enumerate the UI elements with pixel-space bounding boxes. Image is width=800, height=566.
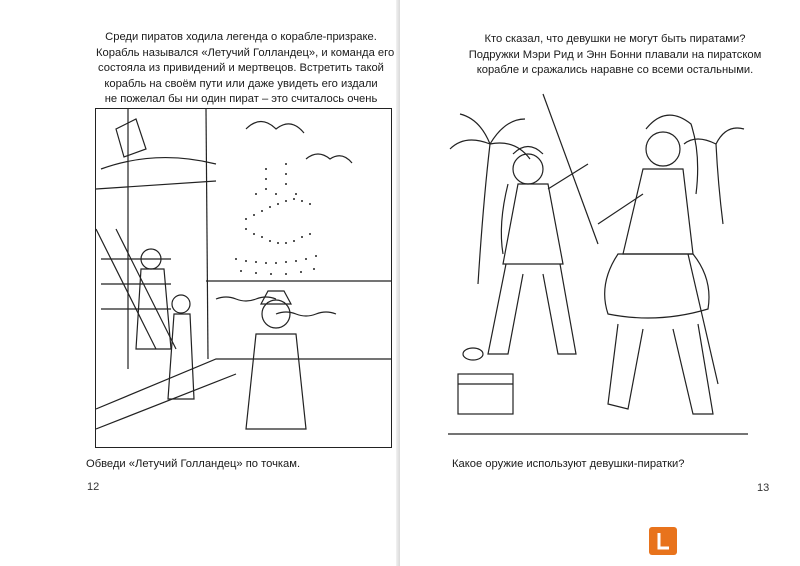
right-paragraph-line: Кто сказал, что девушки не могут быть пиратами? <box>484 33 746 45</box>
labirint-logo-glyph <box>649 527 677 555</box>
right-paragraph-line: корабле и сражались наравне со всеми остальными. <box>476 64 754 77</box>
page-number-right: 13 <box>757 482 770 494</box>
girl-pirates-coloring-illustration <box>448 84 748 446</box>
labirint-logo-icon <box>649 527 677 555</box>
left-paragraph-line: Среди пиратов ходила легенда о корабле-призраке. <box>105 31 377 43</box>
pirate-ship-drawing <box>96 109 391 447</box>
right-paragraph <box>440 32 790 79</box>
pirate-ship-coloring-illustration <box>95 108 392 448</box>
page-number-left: 12 <box>87 481 100 493</box>
left-paragraph-line: Корабль назывался «Летучий Голландец», и команда его <box>96 46 395 59</box>
right-caption: Какое оружие используют девушки-пиратки? <box>452 458 685 470</box>
right-paragraph-line: Подружки Мэри Рид и Энн Бонни плавали на пиратском <box>468 48 762 61</box>
left-caption: Обведи «Летучий Голландец» по точкам. <box>86 458 301 470</box>
girl-pirates-drawing <box>448 84 748 446</box>
left-paragraph-line: состояла из привидений и мертвецов. Встретить такой <box>98 62 384 75</box>
left-paragraph-line: корабль на своём пути или даже увидеть его издали <box>104 77 378 90</box>
left-paragraph-line: не пожелал бы ни один пират – это считалось очень <box>104 93 378 106</box>
